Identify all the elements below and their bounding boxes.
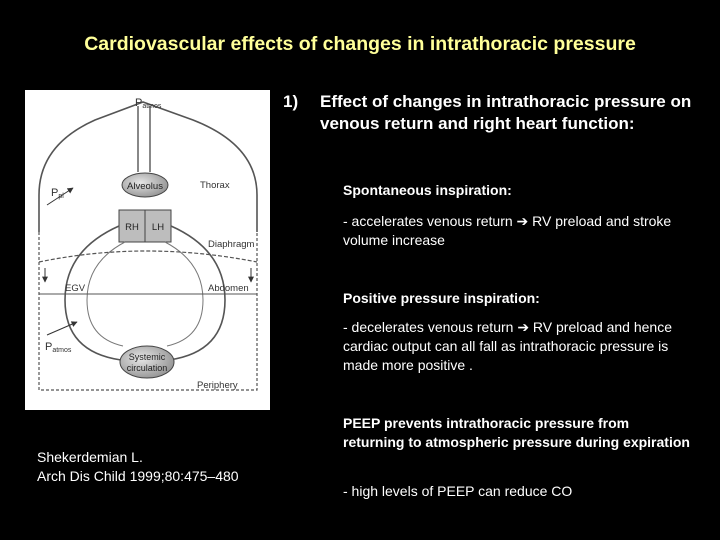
- citation-journal: Arch Dis Child 1999;80:475–480: [37, 468, 239, 484]
- positive-heading: Positive pressure inspiration:: [343, 290, 540, 306]
- label-p-atmos-bottom: Patmos: [45, 341, 72, 354]
- label-p-pl: Ppl: [51, 187, 64, 200]
- label-periphery: Periphery: [197, 380, 238, 391]
- label-egv: EGV: [65, 283, 86, 294]
- peep-text: - high levels of PEEP can reduce CO: [343, 483, 573, 499]
- label-diaphragm: Diaphragm: [208, 239, 255, 250]
- label-thorax: Thorax: [200, 180, 230, 191]
- diaphragm-line: [39, 251, 257, 262]
- peep-heading: PEEP prevents intrathoracic pressure from returning to atmospheric pressure during expiration: [343, 415, 690, 450]
- label-systemic-1: Systemic: [128, 352, 166, 362]
- point-number: 1): [283, 92, 299, 111]
- label-systemic-2: circulation: [126, 363, 168, 373]
- label-p-atmos-top: Patmos: [135, 97, 162, 110]
- slide-title: Cardiovascular effects of changes in intrathoracic pressure: [84, 33, 636, 55]
- spontaneous-heading: Spontaneous inspiration:: [343, 182, 512, 198]
- spontaneous-text: - accelerates venous return ➔ RV preload and stroke volume increase: [343, 213, 672, 248]
- citation-author: Shekerdemian L.: [37, 449, 143, 465]
- systemic-circulation-shape: [120, 346, 174, 378]
- citation: [37, 448, 239, 486]
- airway: [138, 106, 150, 172]
- label-lh: LH: [151, 222, 165, 233]
- circulation-diagram-svg: [25, 90, 270, 410]
- positive-text: - decelerates venous return ➔ RV preload and hence cardiac output can all fall as intrathoracic pressure is made more positive .: [343, 319, 673, 373]
- label-alveolus: Alveolus: [127, 181, 163, 192]
- label-abdomen: Abdomen: [208, 283, 249, 294]
- point-text: Effect of changes in intrathoracic pressure on venous return and right heart function:: [320, 92, 692, 133]
- circulation-diagram: [25, 90, 270, 410]
- label-rh: RH: [125, 222, 139, 233]
